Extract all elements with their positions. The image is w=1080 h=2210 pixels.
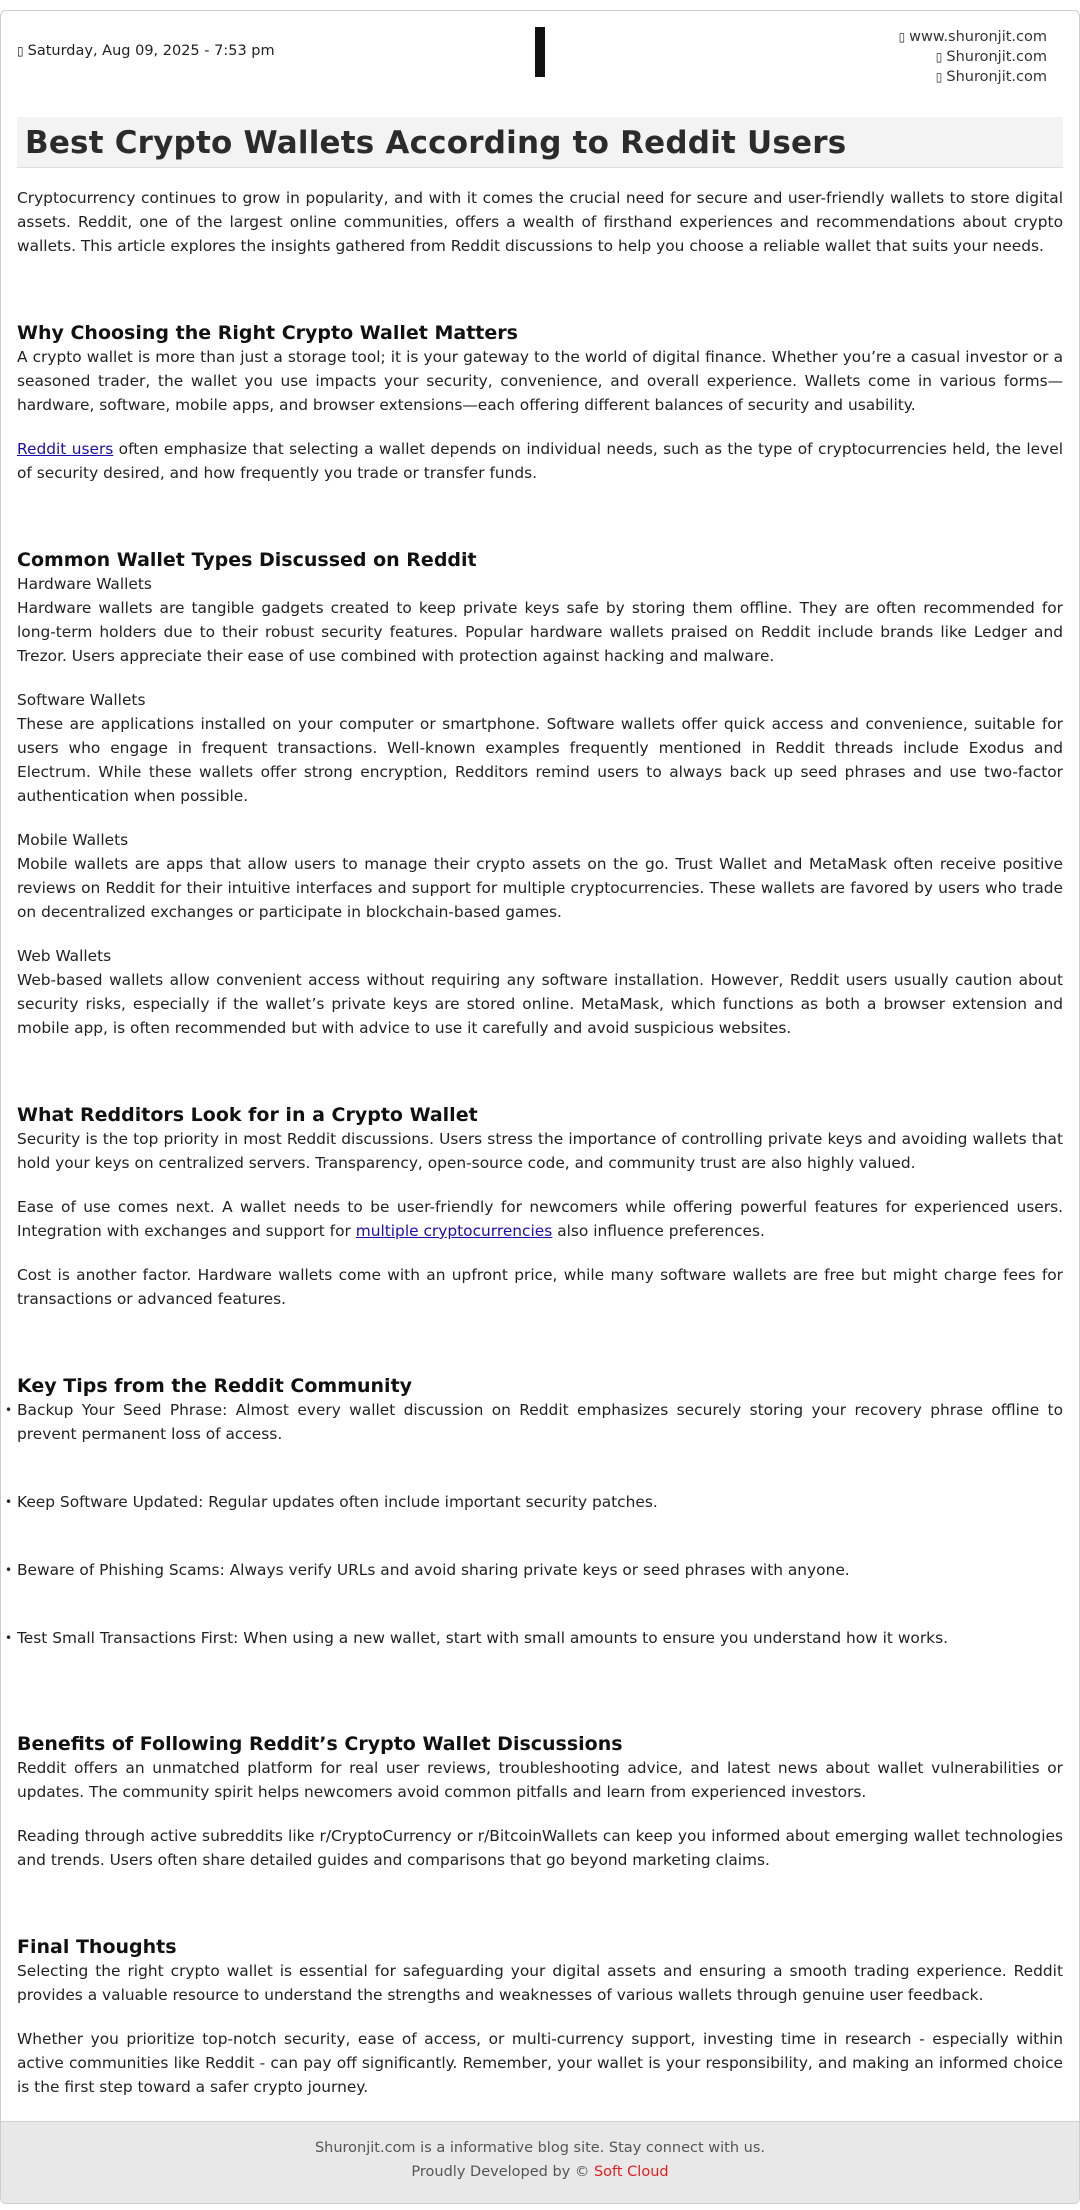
paragraph: Mobile wallets are apps that allow users to manage their crypto assets on the go. Trust Wallet and MetaMask often receive positive reviews on Reddit for their intuitive interfaces and support for multiple cryptocurrencies. These wallets are favored by users who trade on decentralized exchanges or participate in blockchain-based games. bbox=[17, 855, 1063, 921]
section-heading: What Redditors Look for in a Crypto Wallet bbox=[17, 1104, 478, 1126]
page-title: Best Crypto Wallets According to Reddit Users bbox=[25, 125, 847, 161]
date-display bbox=[17, 43, 275, 59]
list-item: • Keep Software Updated: Regular updates often include important security patches. bbox=[17, 1490, 1063, 1514]
paragraph: A crypto wallet is more than just a storage tool; it is your gateway to the world of digital finance. Whether you’re a casual investor or a seasoned trader, the wallet you use impacts your security, convenience, and overall experience. Wallets come in various forms—hardware, software, mobile apps, and browser extensions—each offering different balances of security and usability. bbox=[17, 348, 1063, 414]
site-link[interactable]: ▯ Shuronjit.com bbox=[935, 69, 1047, 85]
list-item: • Beware of Phishing Scams: Always verify URLs and avoid sharing private keys or seed phrases with anyone. bbox=[17, 1558, 1063, 1582]
article-page bbox=[0, 10, 1080, 2204]
subheading: Software Wallets bbox=[17, 691, 146, 709]
site-logo[interactable] bbox=[535, 27, 545, 77]
title-box bbox=[17, 117, 1063, 168]
footer-credit: Proudly Developed by © Soft Cloud bbox=[411, 2164, 669, 2180]
bullet-icon: • bbox=[5, 1563, 13, 1577]
paragraph: Security is the top priority in most Reddit discussions. Users stress the importance of controlling private keys and avoiding wallets that hold your keys on centralized servers. Transparency, open-source code, and community trust are also highly valued. bbox=[17, 1130, 1063, 1172]
globe-icon: ▯ bbox=[935, 70, 943, 84]
paragraph: Hardware wallets are tangible gadgets created to keep private keys safe by storing them offline. They are often recommended for long-term holders due to their robust security features. Popular hardware wallets praised on Reddit include brands like Ledger and Trezor. Users appreciate their ease of use combined with protection against hacking and malware. bbox=[17, 599, 1063, 665]
section-heading: Benefits of Following Reddit’s Crypto Wallet Discussions bbox=[17, 1733, 623, 1755]
article-body bbox=[1, 186, 1079, 2099]
site-links bbox=[899, 27, 1047, 87]
paragraph: Cost is another factor. Hardware wallets come with an upfront price, while many software wallets are free but might charge fees for transactions or advanced features. bbox=[17, 1266, 1063, 1308]
calendar-icon: ▯ bbox=[17, 44, 24, 58]
paragraph: Reddit users often emphasize that selecting a wallet depends on individual needs, such as the type of cryptocurrencies held, the level of security desired, and how frequently you trade or transfer funds. bbox=[17, 440, 1063, 482]
list-item: • Test Small Transactions First: When using a new wallet, start with small amounts to ensure you understand how it works. bbox=[17, 1626, 1063, 1650]
page-header bbox=[1, 11, 1079, 103]
section-heading: Final Thoughts bbox=[17, 1936, 177, 1958]
section-heading: Why Choosing the Right Crypto Wallet Matters bbox=[17, 322, 518, 344]
paragraph: Selecting the right crypto wallet is essential for safeguarding your digital assets and ensuring a smooth trading experience. Reddit provides a valuable resource to understand the strengths and weaknesses of various wallets through genuine user feedback. bbox=[17, 1962, 1063, 2004]
paragraph: Reddit offers an unmatched platform for real user reviews, troubleshooting advice, and latest news about wallet vulnerabilities or updates. The community spirit helps newcomers avoid common pitfalls and learn from experienced investors. bbox=[17, 1759, 1063, 1801]
paragraph: Ease of use comes next. A wallet needs to be user-friendly for newcomers while offering powerful features for experienced users. Integration with exchanges and support for multiple cryptocurrencies also influence preferences. bbox=[17, 1198, 1063, 1240]
bullet-icon: • bbox=[5, 1631, 13, 1645]
site-link[interactable]: ▯ Shuronjit.com bbox=[935, 49, 1047, 65]
bullet-icon: • bbox=[5, 1495, 13, 1509]
subheading: Hardware Wallets bbox=[17, 575, 152, 593]
reddit-users-link[interactable]: Reddit users bbox=[17, 440, 114, 458]
paragraph: Web-based wallets allow convenient access without requiring any software installation. However, Reddit users usually caution about security risks, especially if the wallet’s private keys are stored online. MetaMask, which functions as both a browser extension and mobile app, is often recommended but with advice to use it carefully and avoid suspicious websites. bbox=[17, 971, 1063, 1037]
page-footer bbox=[1, 2121, 1079, 2203]
soft-cloud-link[interactable]: Soft Cloud bbox=[593, 2164, 669, 2180]
paragraph: Reading through active subreddits like r/CryptoCurrency or r/BitcoinWallets can keep you informed about emerging wallet technologies and trends. Users often share detailed guides and comparisons that go beyond marketing claims. bbox=[17, 1827, 1063, 1869]
globe-icon: ▯ bbox=[935, 50, 943, 64]
globe-icon: ▯ bbox=[898, 30, 906, 44]
site-link[interactable]: ▯ www.shuronjit.com bbox=[898, 29, 1047, 45]
subheading: Web Wallets bbox=[17, 947, 112, 965]
paragraph: These are applications installed on your computer or smartphone. Software wallets offer quick access and convenience, suitable for users who engage in frequent transactions. Well-known examples frequently mentioned in Reddit threads include Exodus and Electrum. While these wallets offer strong encryption, Redditors remind users to always back up seed phrases and use two-factor authentication when possible. bbox=[17, 715, 1063, 805]
intro-paragraph: Cryptocurrency continues to grow in popularity, and with it comes the crucial need for secure and user-friendly wallets to store digital assets. Reddit, one of the largest online communities, offers a wealth of firsthand experiences and recommendations about crypto wallets. This article explores the insights gathered from Reddit discussions to help you choose a reliable wallet that suits your needs. bbox=[17, 189, 1063, 255]
bullet-icon: • bbox=[5, 1403, 13, 1417]
subheading: Mobile Wallets bbox=[17, 831, 129, 849]
date-text: Saturday, Aug 09, 2025 - 7:53 pm bbox=[27, 43, 275, 59]
section-heading: Common Wallet Types Discussed on Reddit bbox=[17, 549, 477, 571]
multiple-cryptocurrencies-link[interactable]: multiple cryptocurrencies bbox=[355, 1222, 553, 1240]
footer-text: Shuronjit.com is a informative blog site. Stay connect with us. bbox=[314, 2140, 766, 2156]
paragraph: Whether you prioritize top-notch security, ease of access, or multi-currency support, investing time in research - especially within active communities like Reddit - can pay off significantly. Remember, your wallet is your responsibility, and making an informed choice is the first step toward a safer crypto journey. bbox=[17, 2030, 1063, 2096]
section-heading: Key Tips from the Reddit Community bbox=[17, 1375, 413, 1397]
list-item: • Backup Your Seed Phrase: Almost every wallet discussion on Reddit emphasizes securely storing your recovery phrase offline to prevent permanent loss of access. bbox=[17, 1398, 1063, 1446]
